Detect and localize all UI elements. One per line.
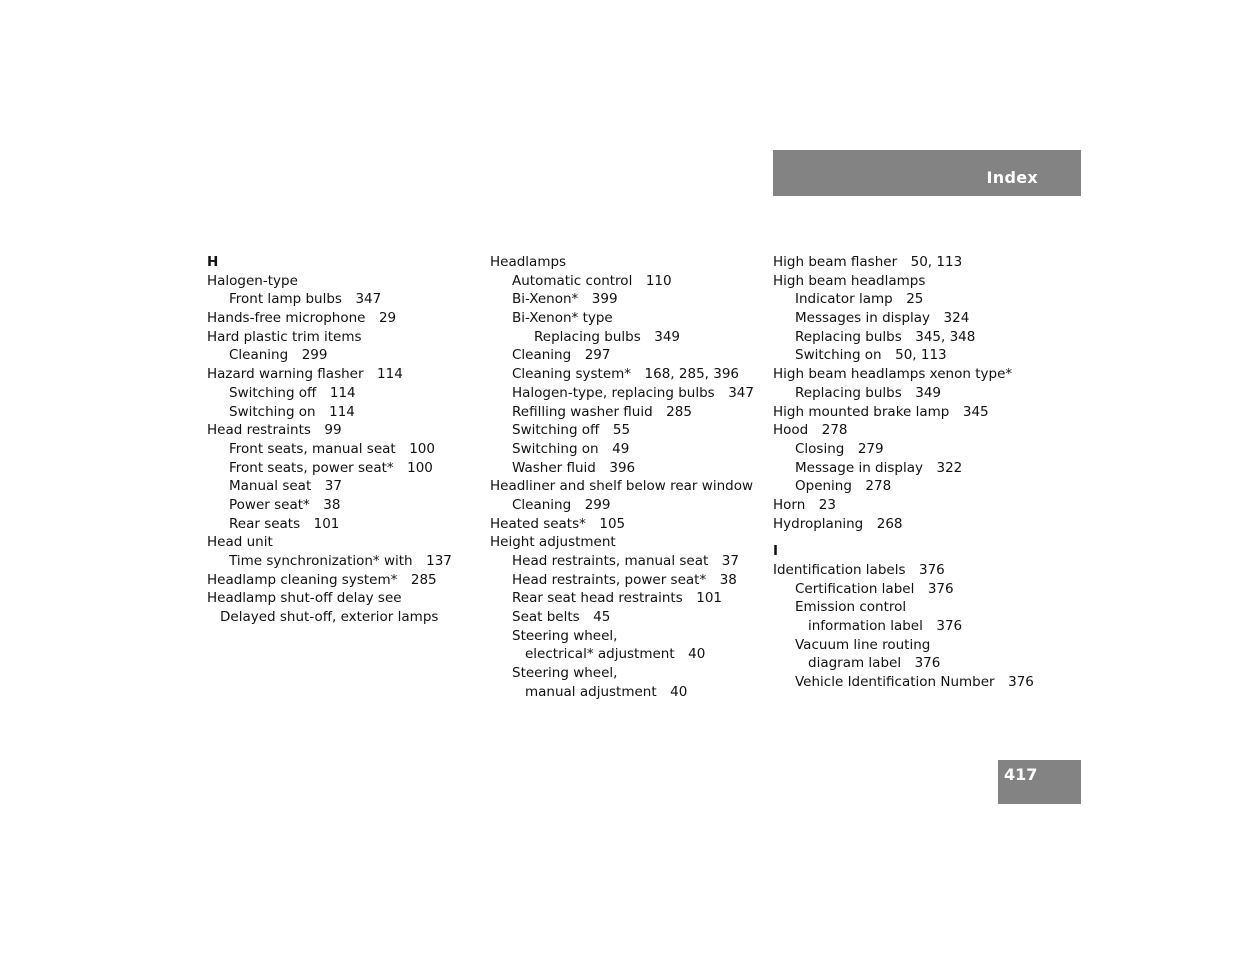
index-entry: Delayed shut-off, exterior lamps	[220, 609, 439, 626]
index-column-2	[490, 253, 760, 702]
index-entry: Identification labels 376	[773, 562, 945, 578]
index-entry: electrical* adjustment 40	[525, 646, 706, 663]
section-title: Index	[986, 168, 1038, 187]
index-entry: Halogen-type	[207, 272, 298, 289]
index-entry: Hands-free microphone 29	[207, 310, 397, 327]
index-entry: Front lamp bulbs 347	[229, 291, 382, 308]
index-entry: Seat belts 45	[512, 609, 611, 626]
index-entry: Halogen-type, replacing bulbs 347	[512, 384, 754, 401]
index-entry: Replacing bulbs 349	[534, 328, 681, 345]
index-entry: Head unit	[207, 534, 273, 551]
index-entry: Hood 278	[773, 422, 848, 439]
index-entry: Messages in display 324	[795, 310, 970, 327]
index-entry: manual adjustment 40	[525, 683, 688, 700]
index-entry: Head restraints, power seat* 38	[512, 571, 737, 588]
index-entry: Indicator lamp 25	[795, 291, 924, 308]
index-entry: Steering wheel,	[512, 665, 618, 682]
index-entry: Rear seat head restraints 101	[512, 590, 722, 607]
index-entry: Message in display 322	[795, 459, 963, 476]
index-entry: diagram label 376	[808, 655, 941, 672]
section-gap	[773, 533, 1063, 542]
index-entry: Switching off 55	[512, 422, 631, 439]
index-entry: Replacing bulbs 345, 348	[795, 328, 976, 345]
index-entry: Switching on 50, 113	[795, 347, 947, 364]
index-entry: Automatic control 110	[512, 272, 672, 289]
index-column-3	[773, 253, 1063, 692]
index-entry: Headlamp shut-off delay see	[207, 590, 402, 607]
index-entry: Heated seats* 105	[490, 515, 626, 532]
index-entry: Head restraints 99	[207, 422, 342, 439]
index-entry: Steering wheel,	[512, 627, 618, 644]
index-entry: Switching on 114	[229, 403, 355, 420]
index-entry: Switching off 114	[229, 384, 356, 401]
index-entry: Cleaning 299	[512, 496, 611, 513]
index-letter-heading: H	[207, 254, 219, 270]
index-entry: Hydroplaning 268	[773, 515, 903, 532]
index-entry: Hard plastic trim items	[207, 328, 362, 345]
index-entry: Hazard warning flasher 114	[207, 366, 403, 383]
index-entry: Cleaning 299	[229, 347, 328, 364]
index-entry: Certification label 376	[795, 580, 954, 597]
index-entry: Horn 23	[773, 496, 836, 513]
index-entry: Vehicle Identification Number 376	[795, 674, 1034, 691]
index-entry: Rear seats 101	[229, 515, 340, 532]
index-column-1	[207, 253, 477, 627]
index-entry: Washer fluid 396	[512, 459, 636, 476]
index-entry: Headlamps	[490, 254, 567, 270]
index-entry: Front seats, manual seat 100	[229, 440, 435, 457]
index-letter-heading: I	[773, 543, 779, 560]
index-entry: Front seats, power seat* 100	[229, 459, 433, 476]
index-entry: Replacing bulbs 349	[795, 384, 942, 401]
index-entry: Headlamp cleaning system* 285	[207, 571, 437, 588]
index-entry: Refilling washer fluid 285	[512, 403, 692, 420]
index-entry: Head restraints, manual seat 37	[512, 553, 739, 569]
index-entry: High beam flasher 50, 113	[773, 254, 963, 270]
index-entry: Opening 278	[795, 478, 892, 495]
index-entry: Manual seat 37	[229, 478, 342, 495]
index-entry: Time synchronization* with 137	[229, 553, 452, 569]
index-entry: Cleaning system* 168, 285, 396	[512, 366, 740, 383]
index-entry: Vacuum line routing	[795, 636, 931, 653]
index-entry: Height adjustment	[490, 534, 616, 551]
index-entry: High mounted brake lamp 345	[773, 403, 989, 420]
index-entry: Emission control	[795, 599, 907, 616]
page-number: 417	[1004, 765, 1038, 784]
index-entry: Bi-Xenon* 399	[512, 291, 618, 308]
index-entry: Headliner and shelf below rear window	[490, 478, 753, 495]
index-entry: Power seat* 38	[229, 496, 341, 513]
index-entry: High beam headlamps xenon type*	[773, 366, 1013, 383]
section-header-bar	[773, 150, 1081, 196]
page-number-box	[998, 760, 1081, 804]
index-entry: information label 376	[808, 618, 963, 635]
index-entry: Bi-Xenon* type	[512, 310, 613, 327]
index-entry: High beam headlamps	[773, 272, 926, 289]
index-entry: Cleaning 297	[512, 347, 611, 364]
index-entry: Closing 279	[795, 440, 884, 457]
index-entry: Switching on 49	[512, 440, 630, 457]
